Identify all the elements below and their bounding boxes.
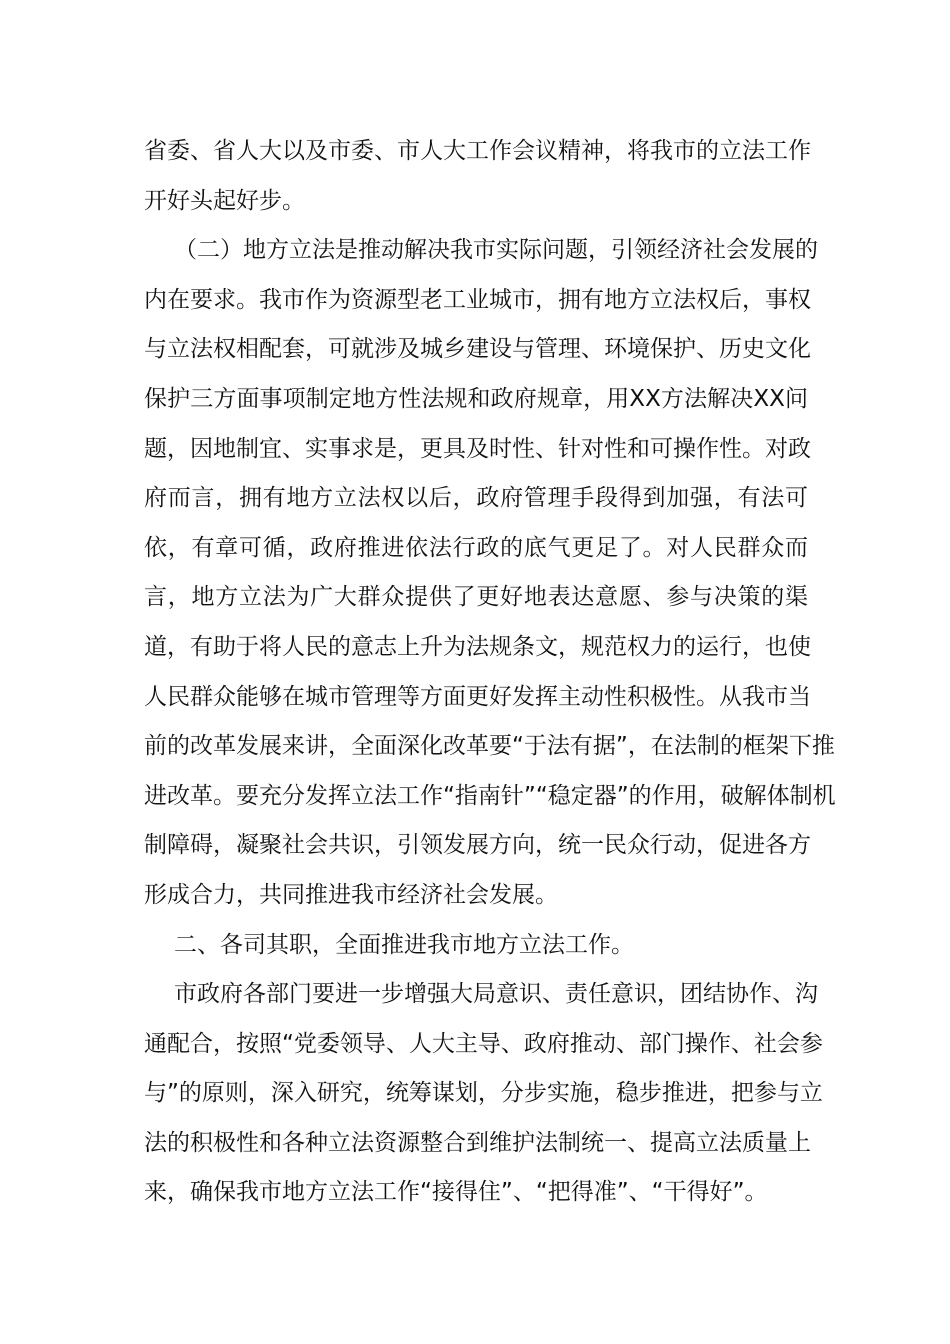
text-line: 前的改革发展来讲，全面深化改革要“于法有据”，在法制的框架下推 — [144, 733, 835, 760]
text-line: 人民群众能够在城市管理等方面更好发挥主动性积极性。从我市当 — [144, 683, 811, 710]
text-line: 道，有助于将人民的意志上升为法规条文，规范权力的运行，也使 — [144, 633, 811, 660]
document-body — [144, 127, 836, 1218]
text-line: 与立法权相配套，可就涉及城乡建设与管理、环境保护、历史文化 — [144, 336, 811, 363]
text-line: 通配合，按照“党委领导、人大主导、政府推动、部门操作、社会参 — [144, 1030, 823, 1057]
text-line: 进改革。要充分发挥立法工作“指南针”“稳定器”的作用，破解体制机 — [144, 782, 836, 809]
section-heading: 二、各司其职，全面推进我市地方立法工作。 — [174, 931, 634, 958]
text-line: 保护三方面事项制定地方性法规和政府规章，用XX方法解决XX问 — [144, 385, 808, 412]
text-line: 市政府各部门要进一步增强大局意识、责任意识，团结协作、沟 — [174, 981, 818, 1008]
text-line: 内在要求。我市作为资源型老工业城市，拥有地方立法权后，事权 — [144, 286, 811, 313]
text-line: 省委、省人大以及市委、市人大工作会议精神，将我市的立法工作 — [144, 138, 811, 164]
text-line: 依，有章可循，政府推进依法行政的底气更足了。对人民群众而 — [144, 534, 808, 561]
text-line: 法的积极性和各种立法资源整合到维护法制统一、提高立法质量上 — [144, 1129, 811, 1156]
text-line: 言，地方立法为广大群众提供了更好地表达意愿、参与决策的渠 — [144, 584, 808, 611]
text-line: 府而言，拥有地方立法权以后，政府管理手段得到加强，有法可 — [144, 485, 808, 512]
text-line: 来，确保我市地方立法工作“接得住”、“把得准”、“干得好”。 — [144, 1179, 768, 1206]
paragraph-heading-line: （二）地方立法是推动解决我市实际问题，引领经济社会发展的 — [174, 237, 818, 264]
text-line: 形成合力，共同推进我市经济社会发展。 — [144, 881, 558, 908]
text-line: 制障碍，凝聚社会共识，引领发展方向，统一民众行动，促进各方 — [144, 832, 811, 859]
text-line: 与”的原则，深入研究，统筹谋划，分步实施，稳步推进，把参与立 — [144, 1080, 823, 1107]
text-line: 开好头起好步。 — [144, 187, 305, 214]
text-line: 题，因地制宜、实事求是，更具及时性、针对性和可操作性。对政 — [144, 435, 811, 462]
